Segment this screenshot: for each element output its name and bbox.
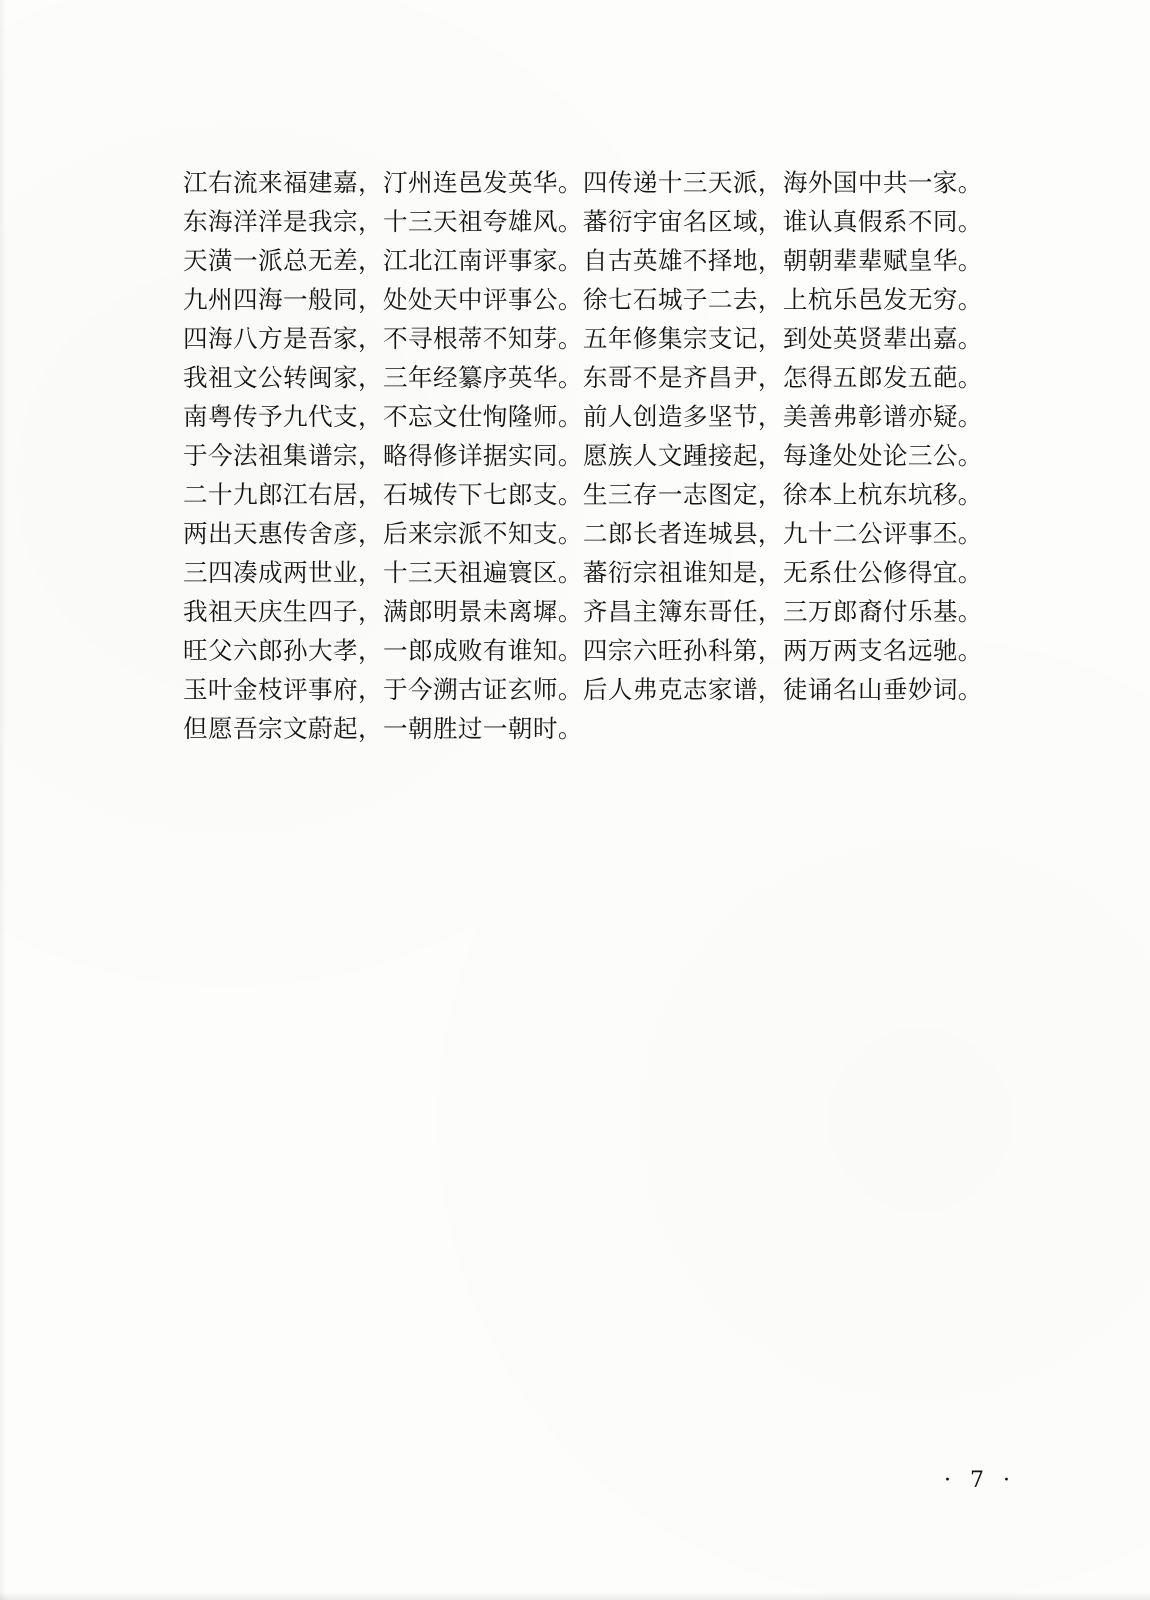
poem-line: 二十九郎江右居，石城传下七郎支。生三存一志图定，徐本上杭东坑移。 [183,480,983,509]
poem-line: 我祖天庆生四子，满郎明景未离墀。齐昌主簿东哥任，三万郎裔付乐基。 [183,597,983,626]
scan-edge [0,1592,1150,1600]
poem-line: 但愿吾宗文蔚起，一朝胜过一朝时。 [183,714,583,743]
poem-line: 于今法祖集谱宗，略得修详据实同。愿族人文踵接起，每逢处处论三公。 [183,441,983,470]
poem-line: 东海洋洋是我宗，十三天祖夸雄风。蕃衍宇宙名区域，谁认真假系不同。 [183,207,983,236]
poem-line: 南粤传予九代支，不忘文仕恂隆师。前人创造多坚节，美善弗彰谱亦疑。 [183,402,983,431]
genealogy-poem [183,163,1003,748]
poem-line: 玉叶金枝评事府，于今溯古证玄师。后人弗克志家谱，徒诵名山垂妙词。 [183,675,983,704]
poem-line: 旺父六郎孙大孝，一郎成败有谁知。四宗六旺孙科第，两万两支名远驰。 [183,636,983,665]
poem-line: 天潢一派总无差，江北江南评事家。自古英雄不择地，朝朝辈辈赋皇华。 [183,246,983,275]
poem-line: 我祖文公转闽家，三年经纂序英华。东哥不是齐昌尹，怎得五郎发五葩。 [183,363,983,392]
poem-line: 两出天惠传舍彦，后来宗派不知支。二郎长者连城县，九十二公评事丕。 [183,519,983,548]
poem-line: 四海八方是吾家，不寻根蒂不知芽。五年修集宗支记，到处英贤辈出嘉。 [183,324,983,353]
poem-line: 九州四海一般同，处处天中评事公。徐七石城子二去，上杭乐邑发无穷。 [183,285,983,314]
page-number: · 7 · [944,1468,1016,1493]
scan-edge [0,0,6,1600]
poem-line: 江右流来福建嘉，汀州连邑发英华。四传递十三天派，海外国中共一家。 [183,168,983,197]
poem-line: 三四凑成两世业，十三天祖遍寰区。蕃衍宗祖谁知是，无系仕公修得宜。 [183,558,983,587]
